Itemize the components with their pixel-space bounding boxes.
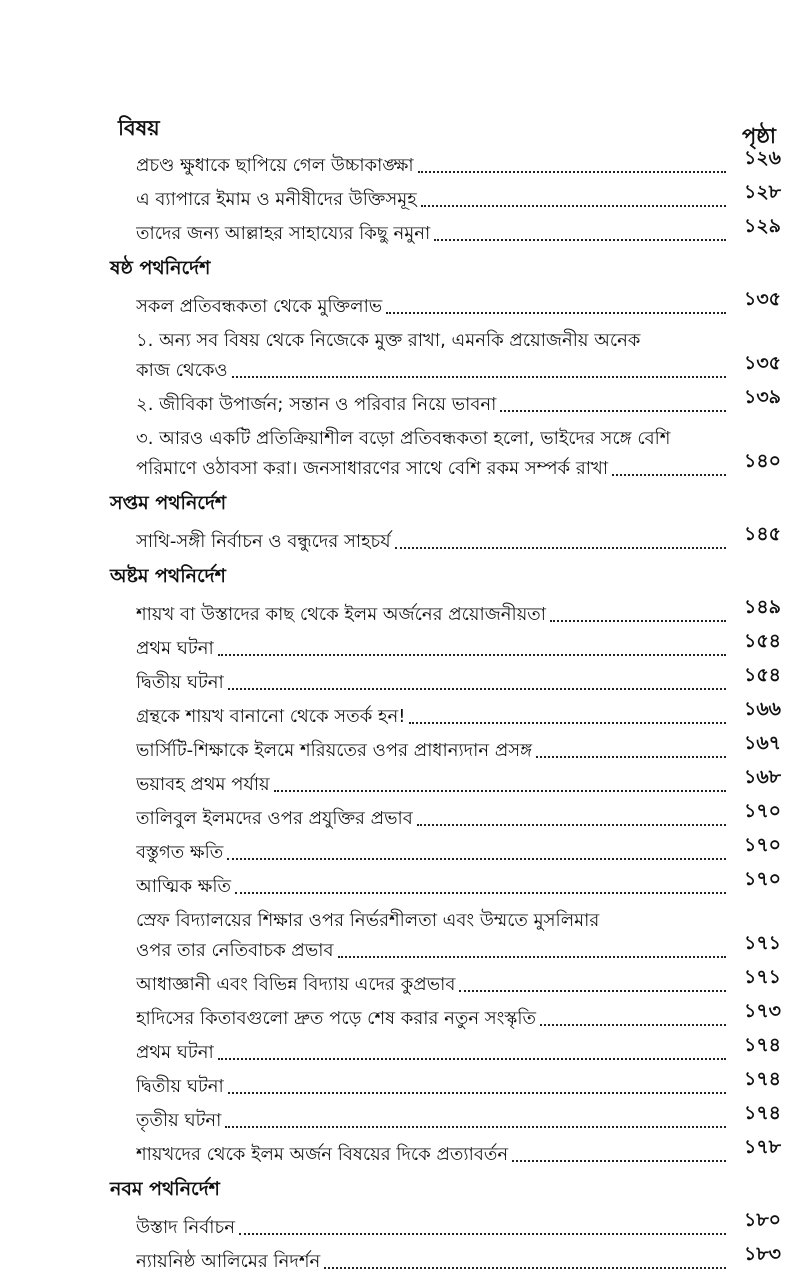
entry-title: তালিবুল ইলমদের ওপর প্রযুক্তির প্রভাব bbox=[136, 808, 417, 829]
toc-entry bbox=[0, 1033, 805, 1067]
toc-entry bbox=[0, 1067, 805, 1101]
page-number: ১৮০ bbox=[744, 1209, 782, 1231]
section-heading bbox=[0, 248, 805, 287]
entry-title: ১. অন্য সব বিষয় থেকে নিজেকে মুক্ত রাখা, এমনকি প্রয়োজনীয় অনেক bbox=[136, 330, 644, 351]
entry-title: উস্তাদ নির্বাচন bbox=[136, 1217, 239, 1238]
dot-leader bbox=[324, 1267, 726, 1269]
page-number: ১২৯ bbox=[744, 215, 782, 237]
page-number: ১৭৮ bbox=[744, 1136, 782, 1158]
entry-title: আত্মিক ক্ষতি bbox=[136, 876, 235, 897]
page-number: ১৩৫ bbox=[744, 288, 782, 310]
dot-leader bbox=[386, 312, 726, 314]
dot-leader bbox=[227, 858, 726, 860]
page-number: ১৩৫ bbox=[744, 352, 782, 374]
dot-leader bbox=[512, 1160, 726, 1162]
entry-title: স্রেফ বিদ্যালয়ের শিক্ষার ওপর নির্ভরশীলতা এবং উম্মতে মুসলিমার bbox=[136, 910, 603, 931]
page-number: ১৭৪ bbox=[744, 1102, 782, 1124]
dot-leader bbox=[218, 1058, 726, 1060]
entry-title: প্রথম ঘটনা bbox=[136, 638, 218, 659]
dot-leader bbox=[218, 654, 726, 656]
entry-title: প্রচণ্ড ক্ষুধাকে ছাপিয়ে গেল উচ্চাকাঙ্ক্ষা bbox=[136, 155, 418, 176]
toc-entry bbox=[0, 1242, 805, 1276]
entry-title-continued: ওপর তার নেতিবাচক প্রভাব bbox=[136, 940, 338, 961]
toc-entry bbox=[0, 287, 805, 321]
dot-leader bbox=[232, 376, 726, 378]
dot-leader bbox=[418, 171, 726, 173]
entry-title: এ ব্যাপারে ইমাম ও মনীষীদের উক্তিসমূহ bbox=[136, 189, 421, 210]
section-title: অষ্টম পথনির্দেশ bbox=[110, 565, 226, 587]
toc-entry bbox=[0, 1101, 805, 1135]
toc-entry bbox=[0, 697, 805, 731]
entry-title: দ্বিতীয় ঘটনা bbox=[136, 1076, 228, 1097]
toc-entry bbox=[0, 901, 805, 965]
page-number: ১৪৫ bbox=[744, 523, 781, 545]
page-number: ১৫৪ bbox=[744, 630, 781, 652]
page-number: ১২৬ bbox=[744, 147, 782, 169]
toc-entry bbox=[0, 1208, 805, 1242]
toc-entry bbox=[0, 321, 805, 385]
page-number: ১৪৯ bbox=[744, 596, 781, 618]
dot-leader bbox=[500, 410, 726, 412]
entry-title: দ্বিতীয় ঘটনা bbox=[136, 672, 228, 693]
dot-leader bbox=[228, 688, 726, 690]
entry-title: তাদের জন্য আল্লাহর সাহায্যের কিছু নমুনা bbox=[136, 223, 434, 244]
toc-entry bbox=[0, 214, 805, 248]
page-number: ১৬৮ bbox=[744, 766, 782, 788]
dot-leader bbox=[612, 474, 726, 476]
dot-leader bbox=[550, 620, 726, 622]
toc-entry bbox=[0, 522, 805, 556]
toc-entry bbox=[0, 385, 805, 419]
page-number: ১৭০ bbox=[744, 834, 782, 856]
dot-leader bbox=[395, 547, 726, 549]
section-title: সপ্তম পথনির্দেশ bbox=[110, 492, 227, 514]
toc-entry bbox=[0, 833, 805, 867]
page-number: ১৭০ bbox=[744, 868, 782, 890]
toc-entry bbox=[0, 146, 805, 180]
section-heading bbox=[0, 1169, 805, 1208]
page-column-header: পৃষ্ঠা bbox=[742, 124, 777, 148]
page-number: ১৭৪ bbox=[744, 1068, 782, 1090]
entry-title: শায়খদের থেকে ইলম অর্জন বিষয়ের দিকে প্রত্যাবর্তন bbox=[136, 1144, 512, 1165]
page-number: ১৭৪ bbox=[744, 1034, 782, 1056]
toc-entry bbox=[0, 663, 805, 697]
toc-entry bbox=[0, 180, 805, 214]
entry-title: হাদিসের কিতাবগুলো দ্রুত পড়ে শেষ করার নতুন সংস্কৃতি bbox=[136, 1008, 540, 1029]
dot-leader bbox=[225, 1126, 726, 1128]
dot-leader bbox=[338, 956, 727, 958]
section-title: ষষ্ঠ পথনির্দেশ bbox=[110, 257, 211, 279]
table-of-contents bbox=[0, 146, 805, 1276]
entry-title: গ্রন্থকে শায়খ বানানো থেকে সতর্ক হন! bbox=[136, 706, 409, 727]
dot-leader bbox=[540, 1024, 726, 1026]
entry-title: সকল প্রতিবন্ধকতা থেকে মুক্তিলাভ bbox=[136, 296, 386, 317]
toc-entry bbox=[0, 595, 805, 629]
dot-leader bbox=[434, 239, 726, 241]
page-number: ১৬৭ bbox=[744, 732, 782, 754]
dot-leader bbox=[274, 790, 726, 792]
entry-title: ভয়াবহ প্রথম পর্যায় bbox=[136, 774, 274, 795]
dot-leader bbox=[235, 892, 726, 894]
entry-title: প্রথম ঘটনা bbox=[136, 1042, 218, 1063]
entry-title: ন্যায়নিষ্ঠ আলিমের নিদর্শন bbox=[136, 1251, 324, 1272]
entry-title: ভার্সিটি-শিক্ষাকে ইলমে শরিয়তের ওপর প্রাধান্যদান প্রসঙ্গ bbox=[136, 740, 536, 761]
toc-entry bbox=[0, 999, 805, 1033]
page-number: ১৭০ bbox=[744, 800, 782, 822]
page-number: ১৭১ bbox=[744, 932, 782, 954]
toc-entry bbox=[0, 629, 805, 663]
dot-leader bbox=[536, 756, 726, 758]
page-number: ১৮৩ bbox=[744, 1243, 782, 1265]
entry-title: আধাজ্ঞানী এবং বিভিন্ন বিদ্যায় এদের কুপ্রভাব bbox=[136, 974, 459, 995]
entry-title: ৩. আরও একটি প্রতিক্রিয়াশীল বড়ো প্রতিবন্ধকতা হলো, ভাইদের সঙ্গে বেশি bbox=[136, 428, 674, 449]
dot-leader bbox=[421, 205, 726, 207]
page-number: ১৩৯ bbox=[744, 386, 782, 408]
dot-leader bbox=[228, 1092, 726, 1094]
dot-leader bbox=[417, 824, 726, 826]
entry-title-continued: কাজ থেকেও bbox=[136, 360, 232, 381]
page-number: ১২৮ bbox=[744, 181, 782, 203]
entry-title: তৃতীয় ঘটনা bbox=[136, 1110, 225, 1131]
dot-leader bbox=[459, 990, 726, 992]
toc-entry bbox=[0, 799, 805, 833]
page-number: ১৭৩ bbox=[744, 1000, 782, 1022]
entry-title-continued: পরিমাণে ওঠাবসা করা। জনসাধারণের সাথে বেশি রকম সম্পর্ক রাখা bbox=[136, 458, 612, 479]
page-number: ১৪০ bbox=[744, 450, 782, 472]
entry-title: সাথি-সঙ্গী নির্বাচন ও বন্ধুদের সাহচর্য bbox=[136, 531, 395, 552]
dot-leader bbox=[239, 1233, 726, 1235]
dot-leader bbox=[409, 722, 726, 724]
section-title: নবম পথনির্দেশ bbox=[110, 1178, 220, 1200]
entry-title: বস্তুগত ক্ষতি bbox=[136, 842, 227, 863]
toc-entry bbox=[0, 765, 805, 799]
toc-entry bbox=[0, 965, 805, 999]
toc-entry bbox=[0, 731, 805, 765]
entry-title: ২. জীবিকা উপার্জন; সন্তান ও পরিবার নিয়ে ভাবনা bbox=[136, 394, 500, 415]
toc-entry bbox=[0, 867, 805, 901]
page-number: ১৬৬ bbox=[744, 698, 782, 720]
toc-entry bbox=[0, 419, 805, 483]
entry-title: শায়খ বা উস্তাদের কাছ থেকে ইলম অর্জনের প্রয়োজনীয়তা bbox=[136, 604, 550, 625]
toc-entry bbox=[0, 1135, 805, 1169]
section-heading bbox=[0, 556, 805, 595]
section-heading bbox=[0, 483, 805, 522]
subject-column-header: বিষয় bbox=[118, 116, 160, 140]
page-number: ১৫৪ bbox=[744, 664, 781, 686]
page-number: ১৭১ bbox=[744, 966, 782, 988]
